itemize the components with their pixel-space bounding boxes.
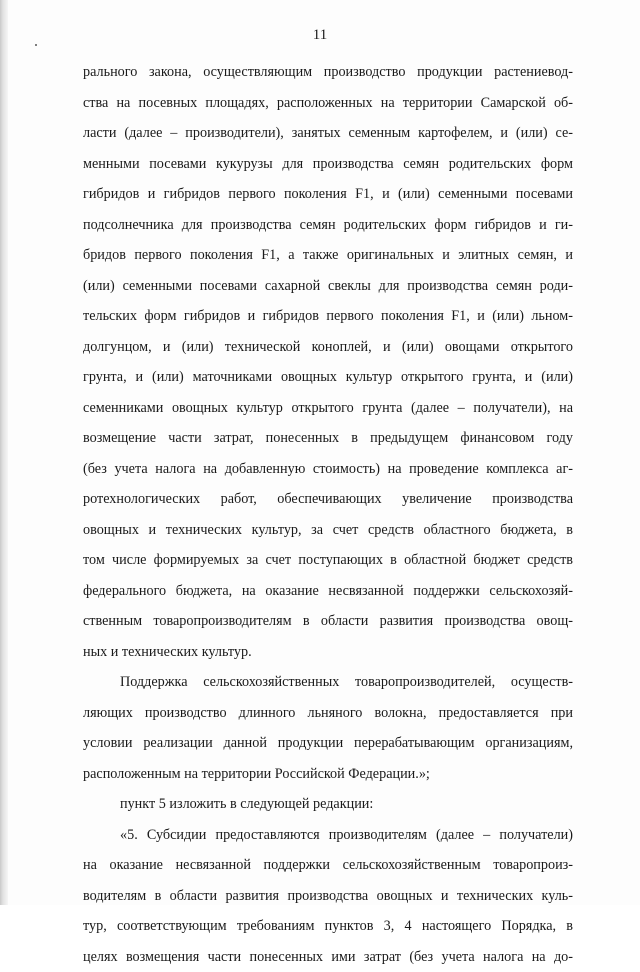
paragraph-1-line: грунта, и (или) маточниками овощных культур открытого грунта, и (или) (83, 362, 573, 393)
paragraph-4-line: целях возмещения части понесенных ими затрат (без учета налога на до- (83, 942, 573, 972)
paragraph-2-line: расположенным на территории Российской Федерации.»; (83, 759, 573, 790)
paragraph-4-line: тур, соответствующим требованиям пунктов 3, 4 настоящего Порядка, в (83, 911, 573, 942)
paragraph-1-line: ных и технических культур. (83, 637, 573, 668)
paragraph-1-line: семенниками овощных культур открытого грунта (далее – получатели), на (83, 393, 573, 424)
scan-edge-shadow (0, 0, 8, 905)
paragraph-1-line: бридов первого поколения F1, а также оригинальных и элитных семян, и (83, 240, 573, 271)
paragraph-1-line: ственным товаропроизводителям в области развития производства овощ- (83, 606, 573, 637)
paragraph-1-line: рального закона, осуществляющим производство продукции растениевод- (83, 57, 573, 88)
document-body (83, 57, 573, 972)
paragraph-4-line: водителям в области развития производства овощных и технических куль- (83, 881, 573, 912)
paragraph-1-line: (или) семенными посевами сахарной свеклы для производства семян роди- (83, 271, 573, 302)
paragraph-1-line: ласти (далее – производители), занятых семенным картофелем, и (или) се- (83, 118, 573, 149)
paragraph-2-line: условии реализации данной продукции перерабатывающим организациям, (83, 728, 573, 759)
paragraph-1-line: ства на посевных площадях, расположенных на территории Самарской об- (83, 88, 573, 119)
paragraph-1-line: том числе формируемых за счет поступающих в областной бюджет средств (83, 545, 573, 576)
paragraph-4-line: на оказание несвязанной поддержки сельскохозяйственным товаропроиз- (83, 850, 573, 881)
paragraph-1-line: гибридов и гибридов первого поколения F1, и (или) семенными посевами (83, 179, 573, 210)
page-number: 11 (0, 27, 640, 44)
paragraph-1-line: долгунцом, и (или) технической коноплей, и (или) овощами открытого (83, 332, 573, 363)
paragraph-1-line: (без учета налога на добавленную стоимость) на проведение комплекса аг- (83, 454, 573, 485)
paragraph-3-line: пункт 5 изложить в следующей редакции: (83, 789, 573, 820)
paragraph-2-line: Поддержка сельскохозяйственных товаропроизводителей, осуществ- (83, 667, 573, 698)
paragraph-1-line: тельских форм гибридов и гибридов первого поколения F1, и (или) льном- (83, 301, 573, 332)
paragraph-1-line: ротехнологических работ, обеспечивающих увеличение производства (83, 484, 573, 515)
scan-speck (35, 44, 37, 46)
paragraph-1-line: подсолнечника для производства семян родительских форм гибридов и ги- (83, 210, 573, 241)
paragraph-1-line: менными посевами кукурузы для производства семян родительских форм (83, 149, 573, 180)
paragraph-1-line: возмещение части затрат, понесенных в предыдущем финансовом году (83, 423, 573, 454)
paragraph-1-line: овощных и технических культур, за счет средств областного бюджета, в (83, 515, 573, 546)
paragraph-2-line: ляющих производство длинного льняного волокна, предоставляется при (83, 698, 573, 729)
paragraph-1-line: федерального бюджета, на оказание несвязанной поддержки сельскохозяй- (83, 576, 573, 607)
paragraph-4-line: «5. Субсидии предоставляются производителям (далее – получатели) (83, 820, 573, 851)
